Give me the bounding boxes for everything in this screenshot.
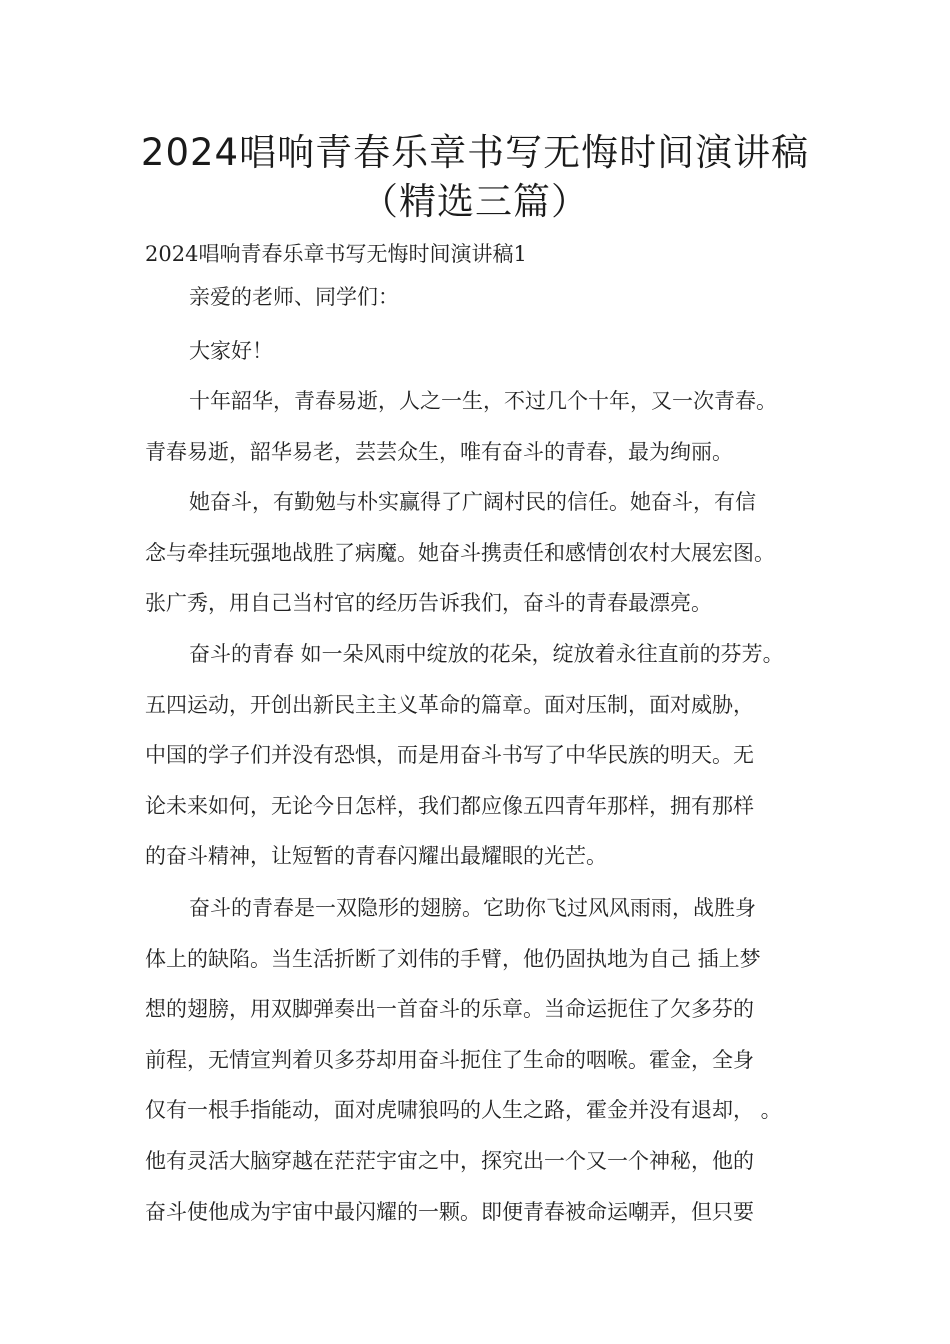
paragraph-line: 奋斗使他成为宇宙中最闪耀的一颗。即便青春被命运嘲弄，但只要 bbox=[145, 1199, 754, 1224]
paragraph-line: 想的翅膀，用双脚弹奏出一首奋斗的乐章。当命运扼住了欠多芬的 bbox=[145, 997, 754, 1022]
paragraph-line: 大家好！ bbox=[189, 339, 273, 363]
paragraph-youth-fleeting bbox=[145, 376, 825, 477]
section-heading: 2024唱响青春乐章书写无悔时间演讲稿1 bbox=[145, 242, 527, 266]
paragraph-line: 五四运动，开创出新民主主义革命的篇章。面对压制，面对威胁， bbox=[145, 692, 754, 717]
paragraph-line: 张广秀，用自己当村官的经历告诉我们，奋斗的青春最漂亮。 bbox=[145, 591, 712, 616]
paragraph-invisible-wings bbox=[145, 883, 825, 1237]
paragraph-line: 她奋斗，有勤勉与朴实赢得了广阔村民的信任。她奋斗，有信 bbox=[189, 490, 756, 514]
paragraph-line: 念与牵挂玩强地战胜了病魔。她奋斗携责任和感情创农村大展宏图。 bbox=[145, 540, 775, 565]
paragraph-line: 青春易逝，韶华易老，芸芸众生，唯有奋斗的青春，最为绚丽。 bbox=[145, 439, 733, 464]
paragraph-zhang-guangxiu bbox=[145, 477, 825, 629]
paragraph-line: 体上的缺陷。当生活折断了刘伟的手臂，他仍固执地为自己 插上梦 bbox=[145, 946, 761, 971]
paragraph-line: 的奋斗精神，让短暂的青春闪耀出最耀眼的光芒。 bbox=[145, 844, 607, 869]
paragraph-line: 中国的学子们并没有恐惧，而是用奋斗书写了中华民族的明天。无 bbox=[145, 743, 754, 768]
paragraph-line: 论未来如何，无论今日怎样，我们都应像五四青年那样，拥有那样 bbox=[145, 793, 754, 818]
paragraph-line: 亲爱的老师、同学们： bbox=[189, 285, 399, 309]
paragraph-line: 奋斗的青春是一双隐形的翅膀。它助你飞过风风雨雨，战胜身 bbox=[189, 896, 756, 920]
paragraph-greeting bbox=[145, 272, 825, 323]
paragraph-line: 十年韶华，青春易逝，人之一生，不过几个十年，又一次青春。 bbox=[189, 389, 777, 413]
paragraph-may-fourth bbox=[145, 629, 825, 882]
paragraph-line: 仅有一根手指能动，面对虎啸狼吗的人生之路，霍金并没有退却， 。 bbox=[145, 1098, 782, 1123]
paragraph-line: 奋斗的青春 如一朵风雨中绽放的花朵，绽放着永往直前的芬芳。 bbox=[189, 642, 784, 666]
paragraph-line: 前程，无情宣判着贝多芬却用奋斗扼住了生命的咽喉。霍金，全身 bbox=[145, 1047, 754, 1072]
document-title-line-1: 2024唱响青春乐章书写无悔时间演讲稿 bbox=[140, 131, 810, 174]
paragraph-line: 他有灵活大脑穿越在茫茫宇宙之中，探究出一个又一个神秘，他的 bbox=[145, 1148, 754, 1173]
paragraph-hello bbox=[145, 326, 825, 377]
document-title-line-2: （精选三篇） bbox=[361, 180, 589, 223]
